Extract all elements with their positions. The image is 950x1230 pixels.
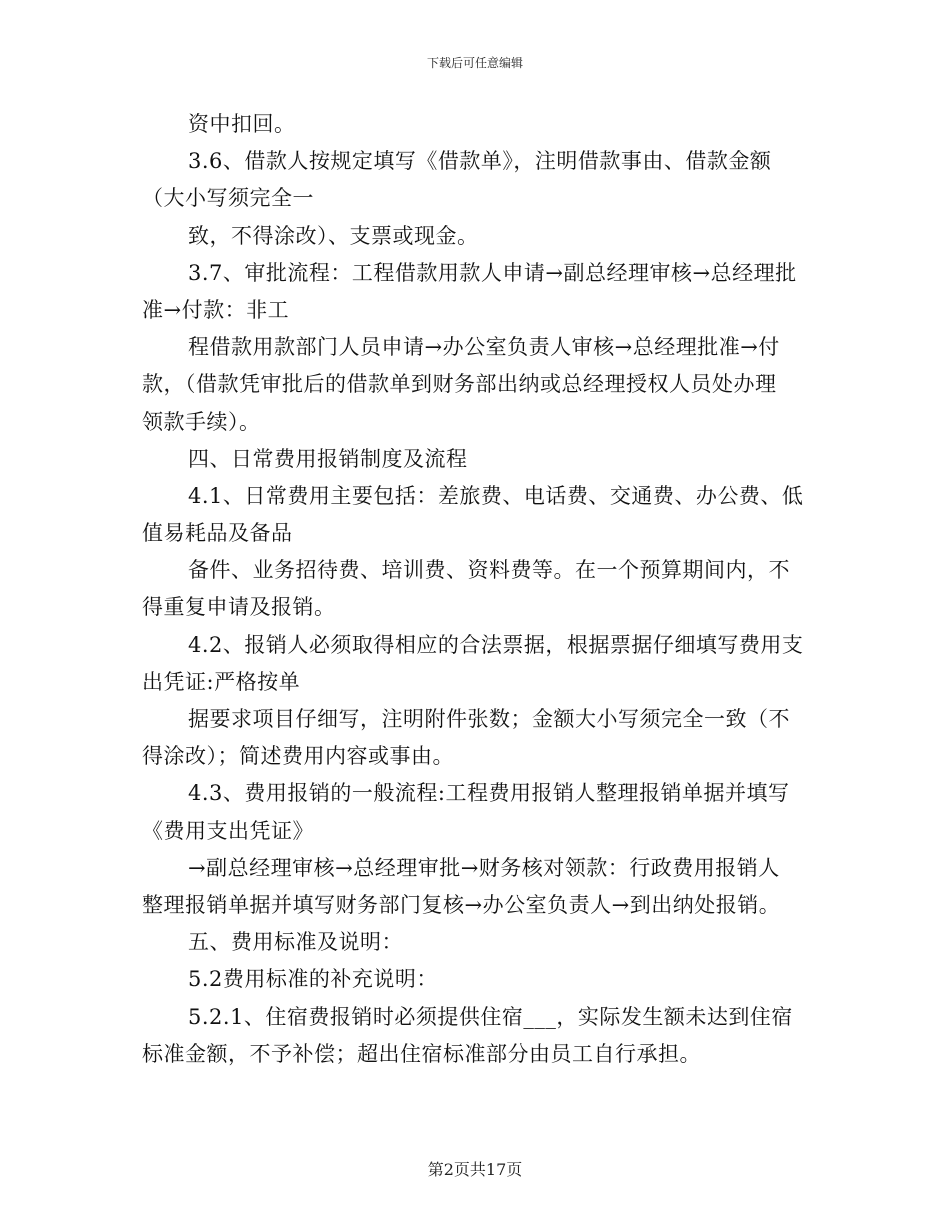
text-line: 《费用支出凭证》: [142, 818, 314, 843]
document-body: [142, 106, 822, 1073]
page-header: 下载后可任意编辑: [426, 56, 523, 70]
text-line: 3.7、审批流程：工程借款用款人申请→副总经理审核→总经理批: [188, 260, 797, 285]
text-line: 5.2费用标准的补充说明：: [188, 967, 438, 992]
text-line: 出凭证:严格按单: [142, 669, 301, 694]
text-line: →副总经理审核→总经理审批→财务核对领款：行政费用报销人: [188, 855, 780, 880]
text-line: 致，不得涂改）、支票或现金。: [188, 223, 479, 248]
text-line: 得重复申请及报销。: [142, 595, 336, 620]
page-number: 第2页共17页: [427, 1160, 523, 1179]
text-line: 4.2、报销人必须取得相应的合法票据，根据票据仔细填写费用支: [188, 632, 804, 657]
text-line: 程借款用款部门人员申请→办公室负责人审核→总经理批准→付: [188, 335, 780, 360]
text-line: 5.2.1、住宿费报销时必须提供住宿___，实际发生额未达到住宿: [188, 1004, 793, 1029]
section-heading: 五、费用标准及说明：: [188, 930, 403, 955]
text-line: 4.3、费用报销的一般流程:工程费用报销人整理报销单据并填写: [188, 781, 790, 806]
text-line: 4.1、日常费用主要包括：差旅费、电话费、交通费、办公费、低: [188, 483, 804, 508]
section-heading: 四、日常费用报销制度及流程: [188, 446, 468, 471]
text-line: 准→付款：非工: [142, 297, 290, 322]
text-line: 得涂改）；简述费用内容或事由。: [142, 744, 454, 769]
text-line: （大小写须完全一: [142, 186, 314, 211]
text-line: 领款手续）。: [142, 409, 261, 434]
text-line: 3.6、借款人按规定填写《借款单》，注明借款事由、借款金额: [188, 149, 772, 174]
text-line: 据要求项目仔细写，注明附件张数；金额大小写须完全一致（不: [188, 707, 790, 731]
text-line: 资中扣回。: [188, 112, 296, 136]
text-line: 值易耗品及备品: [142, 521, 293, 546]
text-line: 标准金额，不予补偿；超出住宿标准部分由员工自行承担。: [142, 1041, 701, 1066]
text-line: 整理报销单据并填写财务部门复核→办公室负责人→到出纳处报销。: [142, 892, 781, 917]
text-line: 备件、业务招待费、培训费、资料费等。在一个预算期间内，不: [188, 558, 790, 583]
text-line: 款，（借款凭审批后的借款单到财务部出纳或总经理授权人员处办理: [142, 372, 777, 397]
